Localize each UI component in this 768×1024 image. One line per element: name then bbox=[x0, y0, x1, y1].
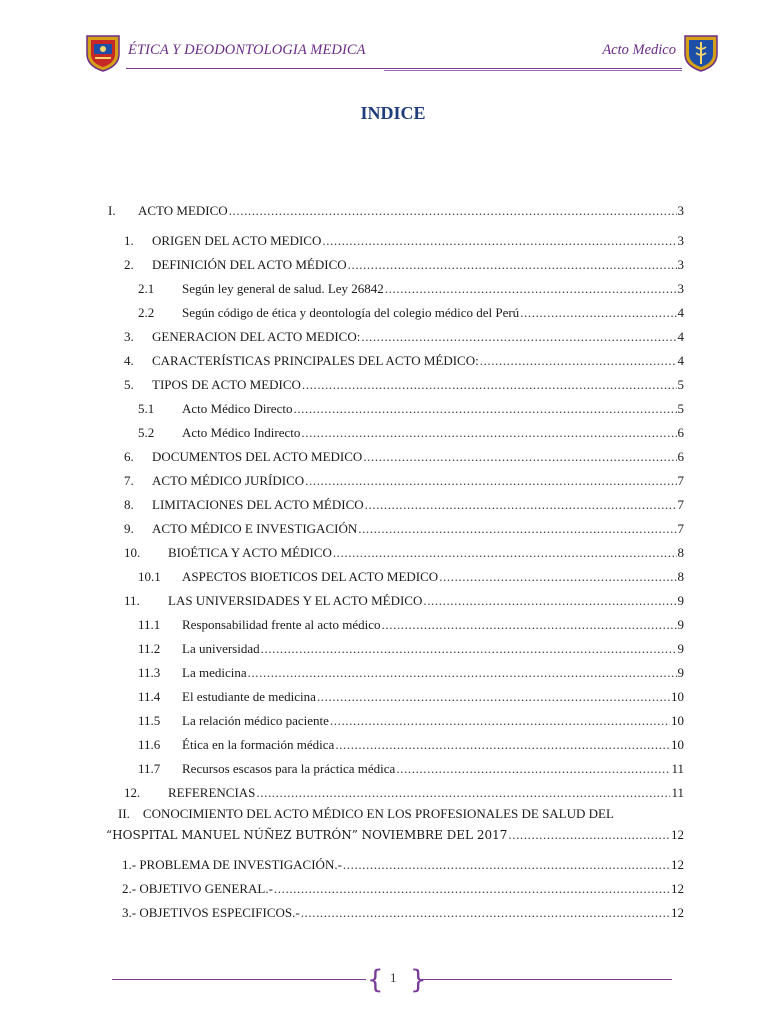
toc-entry-title: Ética en la formación médica bbox=[182, 737, 335, 752]
toc-entry-page: 12 bbox=[671, 881, 684, 896]
toc-entry-number: I. bbox=[108, 203, 116, 218]
dot-leader bbox=[385, 281, 677, 297]
toc-entry[interactable] bbox=[108, 203, 684, 221]
toc-entry[interactable] bbox=[124, 497, 684, 515]
dot-leader bbox=[335, 737, 670, 753]
dot-leader bbox=[358, 521, 676, 537]
toc-entry-number: 5.1 bbox=[138, 401, 155, 416]
toc-entry-title: GENERACION DEL ACTO MEDICO: bbox=[152, 329, 361, 344]
toc-entry-page: 12 bbox=[671, 905, 684, 920]
toc-entry-page: 12 bbox=[671, 827, 684, 842]
toc-entry-page: 8 bbox=[677, 545, 684, 560]
toc-entry-number: 11.6 bbox=[138, 737, 161, 752]
toc-entry[interactable] bbox=[138, 641, 684, 659]
toc-entry-page: 4 bbox=[677, 305, 684, 320]
toc-entry-title: La relación médico paciente bbox=[182, 713, 329, 728]
toc-entry-number: 9. bbox=[124, 521, 134, 536]
dot-leader bbox=[274, 881, 670, 897]
toc-entry[interactable] bbox=[138, 569, 684, 587]
dot-leader bbox=[343, 857, 670, 873]
toc-entry-page: 9 bbox=[677, 593, 684, 608]
toc-entry-title: ACTO MÉDICO JURÍDICO bbox=[152, 473, 305, 488]
toc-entry-title: La universidad bbox=[182, 641, 260, 656]
dot-leader bbox=[333, 545, 677, 561]
dot-leader bbox=[293, 401, 676, 417]
toc-entry[interactable] bbox=[122, 881, 684, 899]
dot-leader bbox=[348, 257, 677, 273]
dot-leader bbox=[248, 665, 677, 681]
toc-entry-title: DOCUMENTOS DEL ACTO MEDICO bbox=[152, 449, 363, 464]
dot-leader bbox=[365, 497, 677, 513]
page-title: INDICE bbox=[360, 103, 426, 123]
toc-entry[interactable] bbox=[138, 305, 684, 323]
toc-entry-page: 11 bbox=[671, 761, 684, 776]
toc-entry-title: Acto Médico Indirecto bbox=[182, 425, 301, 440]
toc-entry-title: 2.- OBJETIVO GENERAL.- bbox=[122, 881, 273, 896]
toc-entry-number: 2.2 bbox=[138, 305, 155, 320]
header-section-label: Acto Medico bbox=[602, 42, 676, 58]
dot-leader bbox=[302, 377, 677, 393]
toc-entry-number: 5.2 bbox=[138, 425, 155, 440]
toc-entry-number: 4. bbox=[124, 353, 134, 368]
toc-entry[interactable] bbox=[124, 449, 684, 467]
toc-entry[interactable] bbox=[138, 665, 684, 683]
toc-entry[interactable] bbox=[124, 785, 684, 803]
toc-entry-page: 6 bbox=[677, 425, 684, 440]
right-brace-icon: } bbox=[410, 965, 427, 995]
dot-leader bbox=[322, 233, 676, 249]
dot-leader bbox=[396, 761, 670, 777]
dot-leader bbox=[301, 425, 676, 441]
footer-divider-left bbox=[112, 979, 366, 980]
toc-entry[interactable] bbox=[122, 857, 684, 875]
toc-entry-number: 10.1 bbox=[138, 569, 161, 584]
toc-entry-number: 11.2 bbox=[138, 641, 161, 656]
toc-entry-number: 5. bbox=[124, 377, 134, 392]
toc-entry[interactable] bbox=[138, 281, 684, 299]
footer-divider-right bbox=[420, 979, 672, 980]
toc-entry-page: 3 bbox=[677, 203, 684, 218]
toc-entry-page: 3 bbox=[677, 281, 684, 296]
header-divider-accent bbox=[384, 70, 682, 71]
toc-entry-title: La medicina bbox=[182, 665, 247, 680]
toc-entry-title: BIOÉTICA Y ACTO MÉDICO bbox=[168, 545, 332, 560]
toc-entry-number: 11.4 bbox=[138, 689, 161, 704]
toc-entry-page: 5 bbox=[677, 401, 684, 416]
toc-entry-page: 3 bbox=[677, 257, 684, 272]
toc-entry-title: REFERENCIAS bbox=[168, 785, 256, 800]
toc-entry[interactable] bbox=[124, 329, 684, 347]
toc-entry-page: 7 bbox=[677, 497, 684, 512]
dot-leader bbox=[423, 593, 676, 609]
toc-entry-title: DEFINICIÓN DEL ACTO MÉDICO bbox=[152, 257, 347, 272]
toc-entry-number: 6. bbox=[124, 449, 134, 464]
toc-entry-title: 3.- OBJETIVOS ESPECIFICOS.- bbox=[122, 905, 300, 920]
header-title: ÉTICA Y DEODONTOLOGIA MEDICA bbox=[128, 42, 366, 58]
toc-entry-page: 9 bbox=[677, 617, 684, 632]
toc-entry-title: CARACTERÍSTICAS PRINCIPALES DEL ACTO MÉDICO: bbox=[152, 353, 479, 368]
header-divider bbox=[126, 68, 682, 69]
toc-entry-number: 7. bbox=[124, 473, 134, 488]
toc-section-heading-continued[interactable] bbox=[106, 827, 684, 845]
university-crest-icon bbox=[84, 32, 122, 72]
toc-entry[interactable] bbox=[124, 521, 684, 539]
toc-entry-title: TIPOS DE ACTO MEDICO bbox=[152, 377, 301, 392]
toc-entry-title: LAS UNIVERSIDADES Y EL ACTO MÉDICO bbox=[168, 593, 423, 608]
toc-entry[interactable] bbox=[124, 353, 684, 371]
faculty-shield-icon bbox=[682, 32, 720, 72]
toc-entry[interactable] bbox=[138, 425, 684, 443]
dot-leader bbox=[480, 353, 677, 369]
toc-entry-number: 3. bbox=[124, 329, 134, 344]
dot-leader bbox=[301, 905, 670, 921]
page-footer bbox=[112, 966, 672, 994]
dot-leader bbox=[382, 617, 677, 633]
toc-entry-number: 2.1 bbox=[138, 281, 155, 296]
toc-entry[interactable] bbox=[138, 737, 684, 755]
toc-entry[interactable] bbox=[124, 545, 684, 563]
toc-entry[interactable] bbox=[124, 233, 684, 251]
left-brace-icon: { bbox=[367, 965, 384, 995]
toc-entry-page: 4 bbox=[677, 353, 684, 368]
toc-entry-page: 9 bbox=[677, 665, 684, 680]
toc-entry-page: 10 bbox=[671, 689, 684, 704]
dot-leader bbox=[256, 785, 670, 801]
toc-entry[interactable] bbox=[122, 905, 684, 923]
toc-entry-page: 6 bbox=[677, 449, 684, 464]
dot-leader bbox=[363, 449, 676, 465]
toc-entry-number: 1. bbox=[124, 233, 134, 248]
toc-entry[interactable] bbox=[138, 401, 684, 419]
toc-entry-page: 10 bbox=[671, 713, 684, 728]
toc-entry-title: ACTO MÉDICO E INVESTIGACIÓN bbox=[152, 521, 358, 536]
toc-entry[interactable] bbox=[124, 593, 684, 611]
toc-entry-page: 3 bbox=[677, 233, 684, 248]
toc-entry-page: 9 bbox=[677, 641, 684, 656]
toc-entry[interactable] bbox=[138, 617, 684, 635]
toc-entry-title: ASPECTOS BIOETICOS DEL ACTO MEDICO bbox=[182, 569, 439, 584]
toc-entry-number: 10. bbox=[124, 545, 141, 560]
page-header bbox=[84, 30, 720, 76]
toc-entry-number: 2. bbox=[124, 257, 134, 272]
toc-entry-number: 11.1 bbox=[138, 617, 161, 632]
dot-leader bbox=[330, 713, 670, 729]
dot-leader bbox=[317, 689, 670, 705]
toc-entry-page: 8 bbox=[677, 569, 684, 584]
toc-entry-title: Recursos escasos para la práctica médica bbox=[182, 761, 396, 776]
toc-entry-number: 11.5 bbox=[138, 713, 161, 728]
toc-entry-number: 11. bbox=[124, 593, 140, 608]
dot-leader bbox=[508, 827, 670, 843]
toc-entry-title: Acto Médico Directo bbox=[182, 401, 293, 416]
toc-entry-page: 10 bbox=[671, 737, 684, 752]
toc-entry-title: 1.- PROBLEMA DE INVESTIGACIÓN.- bbox=[122, 857, 342, 872]
toc-entry-page: 5 bbox=[677, 377, 684, 392]
dot-leader bbox=[261, 641, 677, 657]
toc-entry-title: LIMITACIONES DEL ACTO MÉDICO bbox=[152, 497, 364, 512]
toc-entry[interactable] bbox=[124, 377, 684, 395]
toc-entry-page: 4 bbox=[677, 329, 684, 344]
dot-leader bbox=[520, 305, 676, 321]
toc-entry-page: 11 bbox=[671, 785, 684, 800]
toc-entry-page: 7 bbox=[677, 473, 684, 488]
toc-entry-page: 12 bbox=[671, 857, 684, 872]
toc-entry[interactable] bbox=[124, 473, 684, 491]
dot-leader bbox=[229, 203, 677, 219]
toc-entry-number: 12. bbox=[124, 785, 141, 800]
toc-entry[interactable] bbox=[138, 689, 684, 707]
toc-entry-title: ACTO MEDICO bbox=[138, 203, 228, 218]
dot-leader bbox=[439, 569, 676, 585]
toc-entry[interactable] bbox=[138, 713, 684, 731]
toc-entry-title: Responsabilidad frente al acto médico bbox=[182, 617, 381, 632]
toc-entry-title: Según ley general de salud. Ley 26842 bbox=[182, 281, 384, 296]
dot-leader bbox=[305, 473, 676, 489]
toc-entry-title: “HOSPITAL MANUEL NÚÑEZ BUTRÓN” NOVIEMBRE DEL 2017 bbox=[106, 828, 508, 842]
toc-entry[interactable] bbox=[138, 761, 684, 779]
toc-entry-number: 8. bbox=[124, 497, 134, 512]
toc-entry[interactable] bbox=[124, 257, 684, 275]
toc-entry-number: 11.3 bbox=[138, 665, 161, 680]
dot-leader bbox=[361, 329, 676, 345]
toc-entry-number: 11.7 bbox=[138, 761, 161, 776]
toc-entry-title: ORIGEN DEL ACTO MEDICO bbox=[152, 233, 322, 248]
toc-entry-page: 7 bbox=[677, 521, 684, 536]
toc-entry-title: El estudiante de medicina bbox=[182, 689, 316, 704]
page-number: 1 bbox=[390, 970, 397, 985]
toc-entry-title: Según código de ética y deontología del colegio médico del Perú bbox=[182, 305, 520, 320]
toc-section-heading[interactable]: II. CONOCIMIENTO DEL ACTO MÉDICO EN LOS PROFESIONALES DE SALUD DEL bbox=[118, 806, 614, 821]
